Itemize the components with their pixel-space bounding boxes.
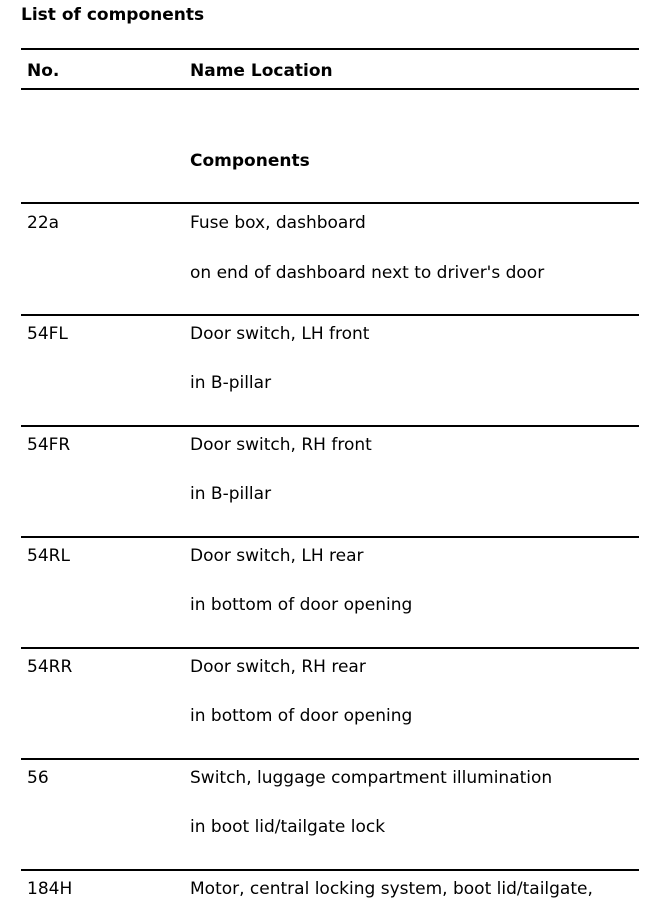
component-number: 54RL xyxy=(27,546,70,566)
component-number: 22a xyxy=(27,213,60,233)
row-divider xyxy=(21,869,639,871)
row-divider xyxy=(21,425,639,427)
component-location: in boot lid/tailgate lock xyxy=(190,817,386,837)
component-name: Door switch, LH rear xyxy=(190,546,364,566)
component-number: 54FL xyxy=(27,324,68,344)
component-name: Fuse box, dashboard xyxy=(190,213,366,233)
row-divider xyxy=(21,647,639,649)
component-name: Door switch, RH front xyxy=(190,435,372,455)
component-number: 54FR xyxy=(27,435,71,455)
component-number: 184H xyxy=(27,879,73,899)
component-name: Motor, central locking system, boot lid/tailgate, xyxy=(190,879,593,899)
component-number: 56 xyxy=(27,768,49,788)
column-header-no: No. xyxy=(27,61,60,81)
row-divider xyxy=(21,758,639,760)
component-name: Door switch, RH rear xyxy=(190,657,366,677)
component-location: in bottom of door opening xyxy=(190,706,413,726)
component-location: on end of dashboard next to driver's door xyxy=(190,263,545,283)
component-location: in B-pillar xyxy=(190,484,272,504)
header-bottom-rule xyxy=(21,88,639,90)
row-divider xyxy=(21,314,639,316)
row-divider xyxy=(21,536,639,538)
component-name: Door switch, LH front xyxy=(190,324,370,344)
column-header-name-location: Name Location xyxy=(190,61,333,81)
section-label: Components xyxy=(190,151,310,171)
component-number: 54RR xyxy=(27,657,73,677)
row-divider xyxy=(21,202,639,204)
component-location: in B-pillar xyxy=(190,373,272,393)
table-top-rule xyxy=(21,48,639,50)
page-title: List of components xyxy=(21,5,205,25)
component-location: in bottom of door opening xyxy=(190,595,413,615)
component-name: Switch, luggage compartment illumination xyxy=(190,768,553,788)
